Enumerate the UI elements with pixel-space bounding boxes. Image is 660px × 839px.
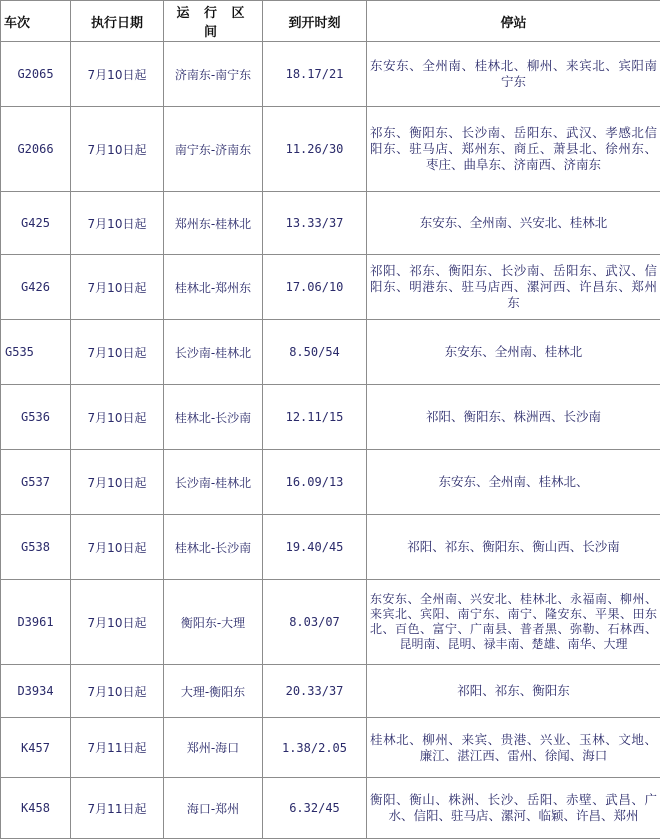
header-row bbox=[1, 1, 660, 42]
train-number: K458 bbox=[1, 778, 71, 839]
header-train: 车次 bbox=[1, 1, 71, 42]
route: 桂林北-郑州东 bbox=[164, 255, 263, 320]
table-row bbox=[1, 192, 660, 255]
stops-list: 祁阳、祁东、衡阳东 bbox=[367, 665, 660, 718]
arrive-depart-time: 11.26/30 bbox=[263, 107, 367, 192]
route: 桂林北-长沙南 bbox=[164, 515, 263, 580]
table-row bbox=[1, 255, 660, 320]
start-date: 7月11日起 bbox=[71, 778, 164, 839]
header-route: 运 行 区 间 bbox=[164, 1, 263, 42]
stops-list: 祁阳、祁东、衡阳东、长沙南、岳阳东、武汉、信阳东、明港东、驻马店西、漯河西、许昌东、郑州东 bbox=[367, 255, 660, 320]
start-date: 7月10日起 bbox=[71, 107, 164, 192]
route: 衡阳东-大理 bbox=[164, 580, 263, 665]
train-number: G2065 bbox=[1, 42, 71, 107]
stops-list: 衡阳、衡山、株洲、长沙、岳阳、赤壁、武昌、广水、信阳、驻马店、漯河、临颖、许昌、郑州 bbox=[367, 778, 660, 839]
route: 南宁东-济南东 bbox=[164, 107, 263, 192]
train-number: D3934 bbox=[1, 665, 71, 718]
table-row bbox=[1, 450, 660, 515]
stops-list: 东安东、全州南、桂林北、 bbox=[367, 450, 660, 515]
route: 桂林北-长沙南 bbox=[164, 385, 263, 450]
table-row bbox=[1, 385, 660, 450]
start-date: 7月10日起 bbox=[71, 515, 164, 580]
arrive-depart-time: 12.11/15 bbox=[263, 385, 367, 450]
arrive-depart-time: 1.38/2.05 bbox=[263, 718, 367, 778]
arrive-depart-time: 19.40/45 bbox=[263, 515, 367, 580]
route: 海口-郑州 bbox=[164, 778, 263, 839]
route: 郑州-海口 bbox=[164, 718, 263, 778]
route: 济南东-南宁东 bbox=[164, 42, 263, 107]
stops-list: 东安东、全州南、桂林北、柳州、来宾北、宾阳南宁东 bbox=[367, 42, 660, 107]
arrive-depart-time: 8.50/54 bbox=[263, 320, 367, 385]
start-date: 7月10日起 bbox=[71, 255, 164, 320]
route: 大理-衡阳东 bbox=[164, 665, 263, 718]
arrive-depart-time: 13.33/37 bbox=[263, 192, 367, 255]
stops-list: 祁阳、衡阳东、株洲西、长沙南 bbox=[367, 385, 660, 450]
stops-list: 东安东、全州南、桂林北 bbox=[367, 320, 660, 385]
table-row bbox=[1, 778, 660, 839]
stops-list: 东安东、全州南、兴安北、桂林北 bbox=[367, 192, 660, 255]
train-number: G536 bbox=[1, 385, 71, 450]
header-date: 执行日期 bbox=[71, 1, 164, 42]
start-date: 7月10日起 bbox=[71, 580, 164, 665]
table-row bbox=[1, 107, 660, 192]
arrive-depart-time: 17.06/10 bbox=[263, 255, 367, 320]
stops-list: 东安东、全州南、兴安北、桂林北、永福南、柳州、来宾北、宾阳、南宁东、南宁、隆安东、平果、田东北、百色、富宁、广南县、普者黑、弥勒、石林西、昆明南、昆明、禄丰南、楚雄、南华、大理 bbox=[367, 580, 660, 665]
train-number: K457 bbox=[1, 718, 71, 778]
train-number: G425 bbox=[1, 192, 71, 255]
header-stops: 停站 bbox=[367, 1, 660, 42]
start-date: 7月10日起 bbox=[71, 665, 164, 718]
train-number: G537 bbox=[1, 450, 71, 515]
arrive-depart-time: 6.32/45 bbox=[263, 778, 367, 839]
arrive-depart-time: 16.09/13 bbox=[263, 450, 367, 515]
arrive-depart-time: 20.33/37 bbox=[263, 665, 367, 718]
header-times: 到开时刻 bbox=[263, 1, 367, 42]
stops-list: 祁东、衡阳东、长沙南、岳阳东、武汉、孝感北信阳东、驻马店、郑州东、商丘、萧县北、徐州东、枣庄、曲阜东、济南西、济南东 bbox=[367, 107, 660, 192]
table-row bbox=[1, 718, 660, 778]
start-date: 7月10日起 bbox=[71, 42, 164, 107]
start-date: 7月10日起 bbox=[71, 192, 164, 255]
arrive-depart-time: 8.03/07 bbox=[263, 580, 367, 665]
start-date: 7月10日起 bbox=[71, 385, 164, 450]
table-row bbox=[1, 580, 660, 665]
train-number: G2066 bbox=[1, 107, 71, 192]
table-row bbox=[1, 42, 660, 107]
train-number: G535 bbox=[1, 320, 71, 385]
stops-list: 桂林北、柳州、来宾、贵港、兴业、玉林、文地、廉江、湛江西、雷州、徐闻、海口 bbox=[367, 718, 660, 778]
train-number: G426 bbox=[1, 255, 71, 320]
route: 长沙南-桂林北 bbox=[164, 450, 263, 515]
stops-list: 祁阳、祁东、衡阳东、衡山西、长沙南 bbox=[367, 515, 660, 580]
start-date: 7月10日起 bbox=[71, 320, 164, 385]
route: 长沙南-桂林北 bbox=[164, 320, 263, 385]
table-row bbox=[1, 320, 660, 385]
arrive-depart-time: 18.17/21 bbox=[263, 42, 367, 107]
table-row bbox=[1, 665, 660, 718]
table-row bbox=[1, 515, 660, 580]
start-date: 7月10日起 bbox=[71, 450, 164, 515]
train-number: G538 bbox=[1, 515, 71, 580]
start-date: 7月11日起 bbox=[71, 718, 164, 778]
train-number: D3961 bbox=[1, 580, 71, 665]
route: 郑州东-桂林北 bbox=[164, 192, 263, 255]
